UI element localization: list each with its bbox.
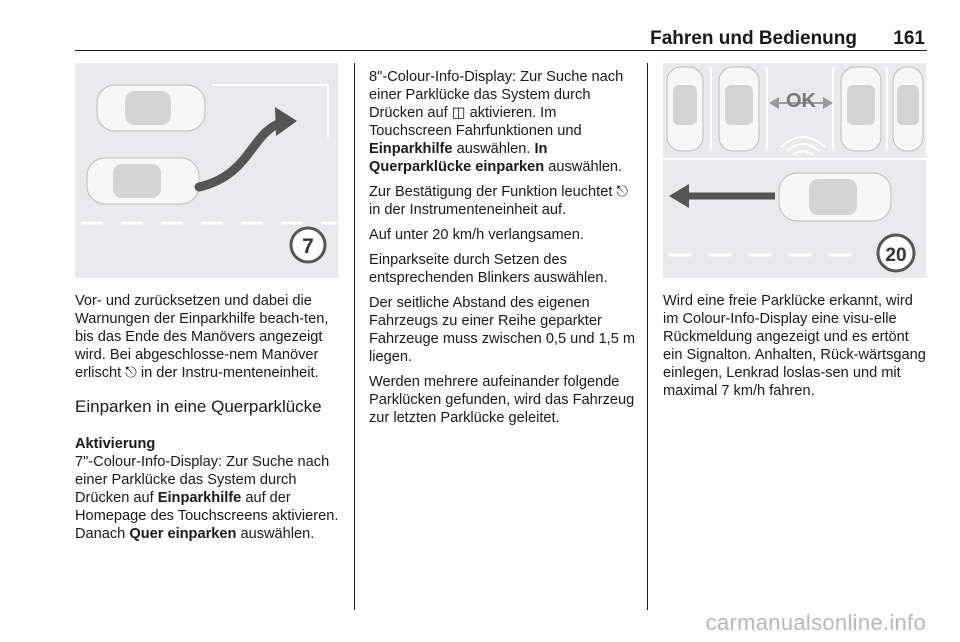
figure-badge: 20 — [885, 245, 907, 266]
header-divider — [75, 50, 927, 51]
figure-badge: 7 — [302, 235, 314, 258]
column-divider-2 — [647, 63, 648, 610]
own-car-icon — [87, 158, 199, 204]
parking-assist-icon: ⎋ — [616, 184, 628, 200]
paragraph-distance: Der seitliche Abstand des eigenen Fahrzeugs zu einer Reihe geparkter Fahrzeuge muss zwischen 0,5 und 1,5 m liegen. — [369, 295, 636, 365]
column-1 — [75, 292, 345, 550]
paragraph-multiple-spaces: Werden mehrere aufeinander folgende Parklücken gefunden, wird das Fahrzeug zur letzten Parklücke geleitet. — [369, 374, 635, 426]
column-2 — [369, 68, 637, 434]
parking-assist-icon: ⎋ — [125, 365, 137, 381]
own-car-icon — [779, 173, 891, 221]
car-button-icon: ◫ — [451, 105, 466, 121]
figure-approach-parking — [75, 63, 338, 278]
paragraph-slow-down: Auf unter 20 km/h verlangsamen. — [369, 227, 584, 243]
paragraph-space-detected: Wird eine freie Parklücke erkannt, wird im Colour-Info-Display eine visu-elle Rückmeldung angezeigt und es ertönt ein Signalton. Anhalten, Rück-wärtsgang einlegen, Lenkrad loslas-sen und mit maximal 7 km/h fahren. — [663, 293, 926, 399]
parked-car-icon — [97, 85, 205, 131]
paragraph-7inch-display: 7"-Colour-Info-Display: Zur Suche nach einer Parklücke das System durch Drücken auf Einparkhilfe auf der Homepage des Touchscreens aktivieren. Danach Quer einparken auswählen. — [75, 454, 339, 542]
page-title: Fahren und Bedienung — [650, 28, 857, 49]
section-heading: Einparken in eine Querparklücke — [75, 397, 322, 416]
column-3 — [663, 292, 928, 407]
paragraph-confirmation: Zur Bestätigung der Funktion leuchtet ⎋ in der Instrumenteneinheit auf. — [369, 184, 628, 218]
watermark: carmanualsonline.info — [705, 610, 926, 635]
paragraph-warning: Vor- und zurücksetzen und dabei die Warnungen der Einparkhilfe beach-ten, bis das Ende des Manövers angezeigt wird. Bei abgeschlosse-nem Manöver erlischt ⎋ in der Instru-menteneinheit. — [75, 293, 329, 381]
paragraph-indicator: Einparkseite durch Setzen des entsprechenden Blinkers auswählen. — [369, 252, 608, 286]
ok-label: OK — [786, 90, 816, 112]
page-number: 161 — [893, 28, 925, 49]
figure-parking-space-found — [663, 63, 926, 278]
subheading-activation: Aktivierung — [75, 436, 156, 452]
column-divider-1 — [354, 63, 355, 610]
paragraph-8inch-display: 8"-Colour-Info-Display: Zur Suche nach einer Parklücke das System durch Drücken auf ◫ aktivieren. Im Touchscreen Fahrfunktionen und Einparkhilfe auswählen. In Querparklücke einparken auswählen. — [369, 69, 624, 175]
